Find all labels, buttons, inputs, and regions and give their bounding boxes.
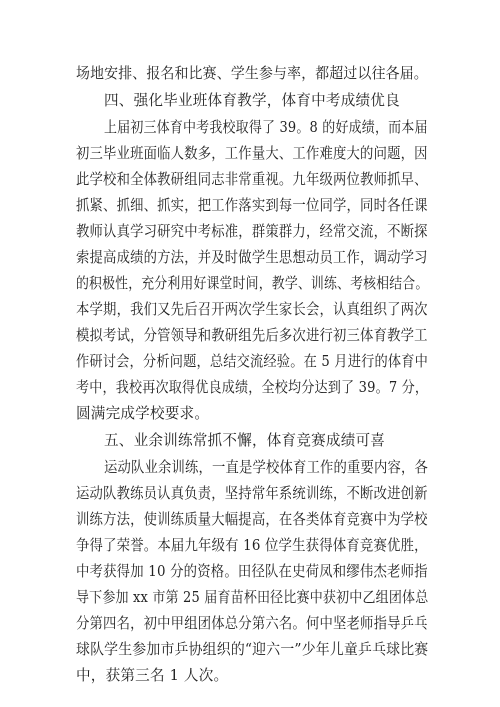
paragraph-line: 场地安排、报名和比赛、学生参与率，都超过以往各届。 <box>76 65 428 82</box>
paragraph-line: 索提高成绩的方法，并及时做学生思想动员工作，调动学习 <box>76 249 428 266</box>
paragraph-line: 运动队教练员认真负责，坚持常年系统训练，不断改进创新 <box>76 485 428 502</box>
paragraph-line: 导下参加 xx 市第 25 届育苗杯田径比赛中获初中乙组团体总 <box>76 589 429 606</box>
paragraph-line: 中，获第三名 1 人次。 <box>76 667 229 684</box>
paragraph-line: 此学校和全体教研组同志非常重视。九年级两位教师抓早、 <box>76 171 428 188</box>
section-heading-4: 四、强化毕业班体育教学，体育中考成绩优良 <box>104 92 400 109</box>
paragraph-line: 本学期，我们又先后召开两次学生家长会，认真组织了两次 <box>76 301 428 318</box>
paragraph-line: 教师认真学习研究中考标准，群策群力，经常交流，不断探 <box>76 223 428 240</box>
paragraph-line: 初三毕业班面临人数多，工作量大、工作难度大的问题，因 <box>76 145 428 162</box>
paragraph-line: 抓紧、抓细、抓实，把工作落实到每一位同学，同时各任课 <box>76 197 428 214</box>
paragraph-line: 球队学生参加市乒协组织的“迎六一”少年儿童乒乓球比赛 <box>76 641 429 658</box>
paragraph-line: 争得了荣誉。本届九年级有 16 位学生获得体育竞赛优胜， <box>76 537 428 554</box>
paragraph-line: 中考获得加 10 分的资格。田径队在史荷凤和缪伟杰老师指 <box>76 563 428 580</box>
paragraph-line: 训练方法，使训练质量大幅提高，在各类体育竞赛中为学校 <box>76 511 428 528</box>
paragraph-line: 运动队业余训练，一直是学校体育工作的重要内容，各 <box>104 459 429 476</box>
section-heading-5: 五、业余训练常抓不懈，体育竞赛成绩可喜 <box>104 432 386 449</box>
paragraph-line: 圆满完成学校要求。 <box>76 405 210 422</box>
paragraph-line: 模拟考试，分管领导和教研组先后多次进行初三体育教学工 <box>76 327 428 344</box>
paragraph-line: 的积极性，充分利用好课堂时间，教学、训练、考核相结合。 <box>76 275 429 292</box>
paragraph-line: 考中，我校再次取得优良成绩，全校均分达到了 39。7 分， <box>76 379 429 396</box>
paragraph-line: 作研讨会，分析问题，总结交流经验。在 5 月进行的体育中 <box>76 353 429 370</box>
paragraph-line: 上届初三体育中考我校取得了 39。8 的好成绩，而本届 <box>104 119 428 136</box>
paragraph-line: 分第四名，初中甲组团体总分第六名。何中坚老师指导乒乓 <box>76 615 428 632</box>
